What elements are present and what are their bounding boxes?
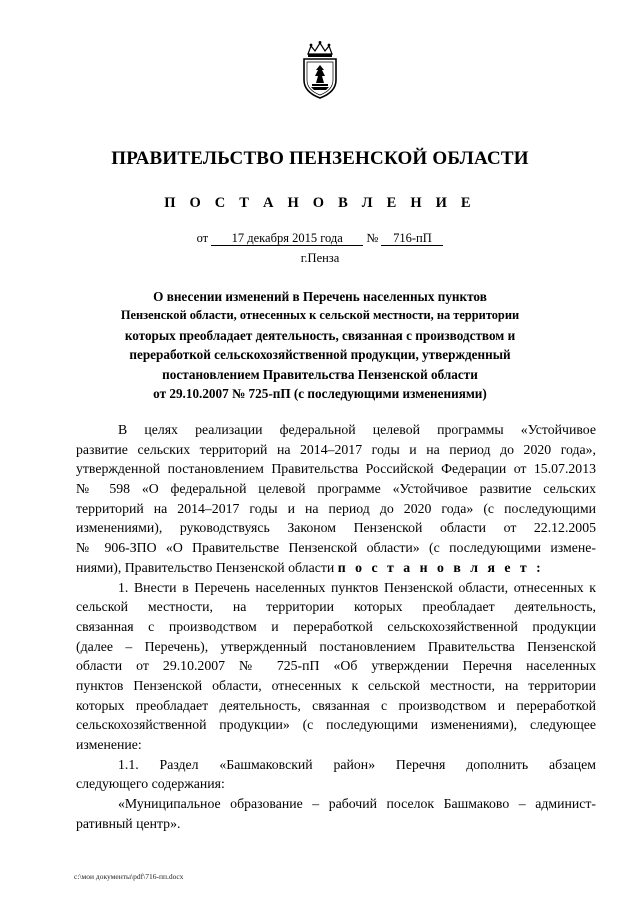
- body-line: № 598 «О федеральной целевой программе «Устойчивое развитие сельских: [76, 481, 596, 497]
- body-line: № 906-ЗПО «О Правительстве Пензенской области» (с последующими измене-: [76, 540, 596, 556]
- body-line: 1. Внести в Перечень населенных пунктов Пензенской области, отнесенных к: [118, 579, 596, 595]
- heading-line: от 29.10.2007 № 725-пП (с последующими изменениями): [153, 386, 487, 402]
- body-line: изменениями), руководствуясь Законом Пензенской области от 22.12.2005: [76, 520, 596, 536]
- body-line: пунктов Пензенской области, отнесенных к сельской местности, на территории: [76, 677, 596, 693]
- document-type: П О С Т А Н О В Л Е Н И Е: [164, 195, 476, 211]
- body-line: сельской местности, на территории которых преобладает деятельность,: [76, 599, 596, 615]
- heading-line: О внесении изменений в Перечень населенных пунктов: [153, 289, 487, 304]
- date-number-line: [0, 231, 640, 246]
- body-line: ративный центр».: [76, 815, 181, 831]
- body-line: утвержденной постановлением Правительства Российской Федерации от 15.07.2013: [76, 461, 596, 477]
- document-body: [76, 420, 596, 833]
- document-number: 716-пП: [381, 231, 443, 246]
- footer-file-path: c:\мои документы\pdf\716-пп.docx: [74, 872, 184, 881]
- city: г.Пенза: [300, 251, 340, 265]
- body-line: ниями), Правительство Пензенской области: [76, 559, 335, 575]
- heading-line: которых преобладает деятельность, связанная с производством и: [124, 327, 516, 343]
- body-line: развитие сельских территорий на 2014–2017 годы и на период до 2020 года»,: [76, 441, 596, 457]
- body-line: области от 29.10.2007 № 725-пП «Об утверждении Перечня населенных: [76, 658, 596, 674]
- body-line-resolves: [76, 558, 596, 578]
- body-line: следующего содержания:: [76, 776, 225, 792]
- body-line: 1.1. Раздел «Башмаковский район» Перечня дополнить абзацем: [118, 756, 596, 772]
- document-date: 17 декабря 2015 года: [211, 231, 363, 246]
- heading-line: постановлением Правительства Пензенской области: [162, 366, 478, 382]
- number-prefix: №: [366, 231, 379, 245]
- heading-line: Пензенской области, отнесенных к сельской местности, на территории: [120, 308, 520, 323]
- body-line: сельскохозяйственной продукции» (с последующими изменениями), следующее: [76, 717, 596, 733]
- resolves-word: п о с т а н о в л я е т :: [337, 559, 544, 575]
- heading-line: переработкой сельскохозяйственной продукции, утвержденный: [129, 347, 511, 363]
- body-line: (далее – Перечень), утвержденный постановлением Правительства Пензенской: [76, 638, 596, 654]
- penza-coat-of-arms-icon: [298, 40, 342, 100]
- body-line: связанная с производством и переработкой сельскохозяйственной продукции: [76, 618, 596, 634]
- body-line: «Муниципальное образование – рабочий поселок Башмаково – админист-: [118, 796, 596, 812]
- government-title: ПРАВИТЕЛЬСТВО ПЕНЗЕНСКОЙ ОБЛАСТИ: [111, 148, 529, 169]
- document-heading: [120, 287, 520, 403]
- body-line: изменение:: [76, 737, 142, 752]
- body-line: В целях реализации федеральной целевой программы «Устойчивое: [118, 422, 596, 437]
- body-line: которых преобладает деятельность, связанная с производством и переработкой: [76, 697, 596, 713]
- date-prefix: от: [196, 231, 209, 245]
- body-line: территорий на 2014–2017 годы и на период до 2020 года» (с последующими: [76, 500, 596, 516]
